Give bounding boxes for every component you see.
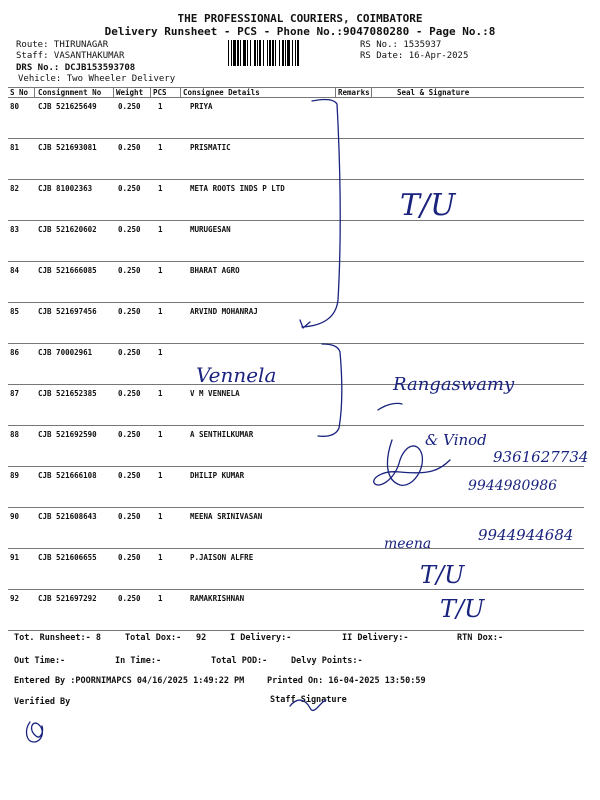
row-pcs: 1	[158, 471, 163, 480]
row-pcs: 1	[158, 184, 163, 193]
barcode-bar	[282, 40, 284, 66]
table-row	[8, 139, 584, 180]
staff: Staff: VASANTHAKUMAR	[16, 51, 125, 61]
verified-by: Verified By	[14, 697, 71, 707]
row-consignee: P.JAISON ALFRE	[190, 553, 254, 562]
runsheet-table	[8, 87, 584, 622]
handwritten-phone-1: 9361627734	[493, 448, 589, 466]
out-time: Out Time:-	[14, 656, 66, 666]
table-row	[8, 385, 584, 426]
row-sno: 80	[10, 102, 20, 111]
row-rule	[8, 630, 584, 631]
row-weight: 0.250	[118, 225, 141, 234]
row-sno: 91	[10, 553, 20, 562]
col-divider	[335, 87, 336, 97]
row-consignee: META ROOTS INDS P LTD	[190, 184, 285, 193]
table-row	[8, 303, 584, 344]
barcode-bar	[243, 40, 246, 66]
row-consignee: RAMAKRISHNAN	[190, 594, 245, 603]
row-consignment: CJB 521625649	[38, 102, 97, 111]
barcode-bar	[240, 40, 241, 66]
row-sno: 87	[10, 389, 20, 398]
barcode-bar	[292, 40, 293, 66]
col-seal-signature: Seal & Signature	[397, 88, 470, 97]
row-weight: 0.250	[118, 594, 141, 603]
row-pcs: 1	[158, 307, 163, 316]
row-consignee: A SENTHILKUMAR	[190, 430, 254, 439]
row-pcs: 1	[158, 102, 163, 111]
table-row	[8, 98, 584, 139]
row-consignee: PRIYA	[190, 102, 213, 111]
total-dox-value: 92	[196, 633, 207, 643]
handwritten-vinod: & Vinod	[425, 431, 487, 449]
row-sno: 81	[10, 143, 20, 152]
row-consignee: V M VENNELA	[190, 389, 240, 398]
table-row	[8, 590, 584, 631]
rtn-dox: RTN Dox:-	[457, 633, 504, 643]
table-row	[8, 549, 584, 590]
row-weight: 0.250	[118, 553, 141, 562]
printed-on: Printed On: 16-04-2025 13:50:59	[267, 676, 426, 686]
row-sno: 86	[10, 348, 20, 357]
row-consignment: CJB 521666085	[38, 266, 97, 275]
row-weight: 0.250	[118, 512, 141, 521]
col-divider	[34, 87, 35, 97]
rs-number: RS No.: 1535937	[360, 40, 442, 50]
handwritten-phone-2: 9944980986	[468, 478, 558, 494]
row-pcs: 1	[158, 389, 163, 398]
col-consignment: Consignment No	[38, 88, 102, 97]
row-consignment: CJB 521692590	[38, 430, 97, 439]
row-pcs: 1	[158, 225, 163, 234]
row-weight: 0.250	[118, 471, 141, 480]
col-divider	[371, 87, 372, 97]
row-consignment: CJB 521697292	[38, 594, 97, 603]
row-weight: 0.250	[118, 266, 141, 275]
col-divider	[113, 87, 114, 97]
row-weight: 0.250	[118, 307, 141, 316]
row-weight: 0.250	[118, 184, 141, 193]
row-sno: 90	[10, 512, 20, 521]
row-sno: 85	[10, 307, 20, 316]
barcode-bar	[237, 40, 239, 66]
staff-signature: Staff Signature	[270, 695, 347, 705]
barcode-bar	[297, 40, 299, 66]
barcode	[228, 40, 348, 66]
table-row	[8, 467, 584, 508]
table-row	[8, 344, 584, 385]
row-sno: 88	[10, 430, 20, 439]
handwritten-vennela: Vennela	[196, 363, 277, 387]
delivery-points: Delvy Points:-	[291, 656, 363, 666]
row-pcs: 1	[158, 430, 163, 439]
row-sno: 84	[10, 266, 20, 275]
barcode-bar	[285, 40, 286, 66]
barcode-bar	[275, 40, 276, 66]
row-consignee: MEENA SRINIVASAN	[190, 512, 263, 521]
row-sno: 89	[10, 471, 20, 480]
barcode-bar	[247, 40, 248, 66]
row-weight: 0.250	[118, 348, 141, 357]
row-consignee: BHARAT AGRO	[190, 266, 240, 275]
row-consignment: CJB 521620602	[38, 225, 97, 234]
rs-date: RS Date: 16-Apr-2025	[360, 51, 469, 61]
total-dox-label: Total Dox:-	[125, 633, 182, 643]
col-consignee: Consignee Details	[183, 88, 260, 97]
row-consignment: CJB 521652385	[38, 389, 97, 398]
barcode-bar	[257, 40, 258, 66]
entered-by: Entered By :POORNIMAPCS 04/16/2025 1:49:22 PM	[14, 676, 245, 686]
barcode-bar	[279, 40, 280, 66]
row-consignment: CJB 521697456	[38, 307, 97, 316]
row-consignment: CJB 70002961	[38, 348, 93, 357]
row-pcs: 1	[158, 348, 163, 357]
handwritten-tu-3: T/U	[440, 595, 485, 623]
row-consignment: CJB 521693081	[38, 143, 97, 152]
barcode-bar	[250, 40, 251, 66]
total-pod: Total POD:-	[211, 656, 268, 666]
row-consignment: CJB 81002363	[38, 184, 93, 193]
handwritten-tu-2: T/U	[420, 561, 465, 589]
in-time: In Time:-	[115, 656, 162, 666]
total-runsheet: Tot. Runsheet:- 8	[14, 633, 101, 643]
handwritten-rangaswamy: Rangaswamy	[393, 374, 515, 395]
table-row	[8, 221, 584, 262]
row-weight: 0.250	[118, 102, 141, 111]
barcode-bar	[231, 40, 232, 66]
barcode-bar	[263, 40, 264, 66]
row-sno: 83	[10, 225, 20, 234]
table-row	[8, 426, 584, 467]
barcode-bar	[295, 40, 296, 66]
barcode-bar	[287, 40, 290, 66]
row-pcs: 1	[158, 553, 163, 562]
col-divider	[150, 87, 151, 97]
row-pcs: 1	[158, 143, 163, 152]
drs-number: DRS No.: DCJB153593708	[16, 63, 136, 73]
row-consignment: CJB 521606655	[38, 553, 97, 562]
company-title: THE PROFESSIONAL COURIERS, COIMBATORE	[177, 12, 423, 25]
barcode-bar	[267, 40, 268, 66]
table-row	[8, 180, 584, 221]
row-consignee: PRISMATIC	[190, 143, 231, 152]
col-weight: Weight	[116, 88, 144, 97]
col-divider	[180, 87, 181, 97]
barcode-bar	[272, 40, 274, 66]
i-delivery: I Delivery:-	[230, 633, 292, 643]
col-remarks: Remarks	[338, 88, 370, 97]
row-sno: 82	[10, 184, 20, 193]
runsheet-subtitle: Delivery Runsheet - PCS - Phone No.:9047080280 - Page No.:8	[104, 25, 496, 38]
row-weight: 0.250	[118, 430, 141, 439]
row-pcs: 1	[158, 512, 163, 521]
handwritten-tu-1: T/U	[400, 188, 456, 223]
row-consignment: CJB 521608643	[38, 512, 97, 521]
barcode-bar	[269, 40, 271, 66]
vehicle: Vehicle: Two Wheeler Delivery	[18, 74, 176, 84]
col-sno: S No	[10, 88, 29, 97]
row-consignee: ARVIND MOHANRAJ	[190, 307, 258, 316]
barcode-bar	[228, 40, 229, 66]
route: Route: THIRUNAGAR	[16, 40, 109, 50]
row-sno: 92	[10, 594, 20, 603]
row-consignee: MURUGESAN	[190, 225, 231, 234]
row-pcs: 1	[158, 266, 163, 275]
ii-delivery: II Delivery:-	[342, 633, 409, 643]
table-row	[8, 508, 584, 549]
barcode-bar	[233, 40, 236, 66]
table-row	[8, 262, 584, 303]
barcode-bar	[254, 40, 256, 66]
row-consignee: DHILIP KUMAR	[190, 471, 245, 480]
handwritten-phone-3: 9944944684	[478, 526, 574, 544]
verifier-initials	[27, 722, 43, 742]
row-pcs: 1	[158, 594, 163, 603]
row-consignment: CJB 521666108	[38, 471, 97, 480]
row-weight: 0.250	[118, 143, 141, 152]
barcode-bar	[259, 40, 261, 66]
row-weight: 0.250	[118, 389, 141, 398]
handwritten-meena: meena	[384, 536, 432, 552]
col-pcs: PCS	[153, 88, 167, 97]
